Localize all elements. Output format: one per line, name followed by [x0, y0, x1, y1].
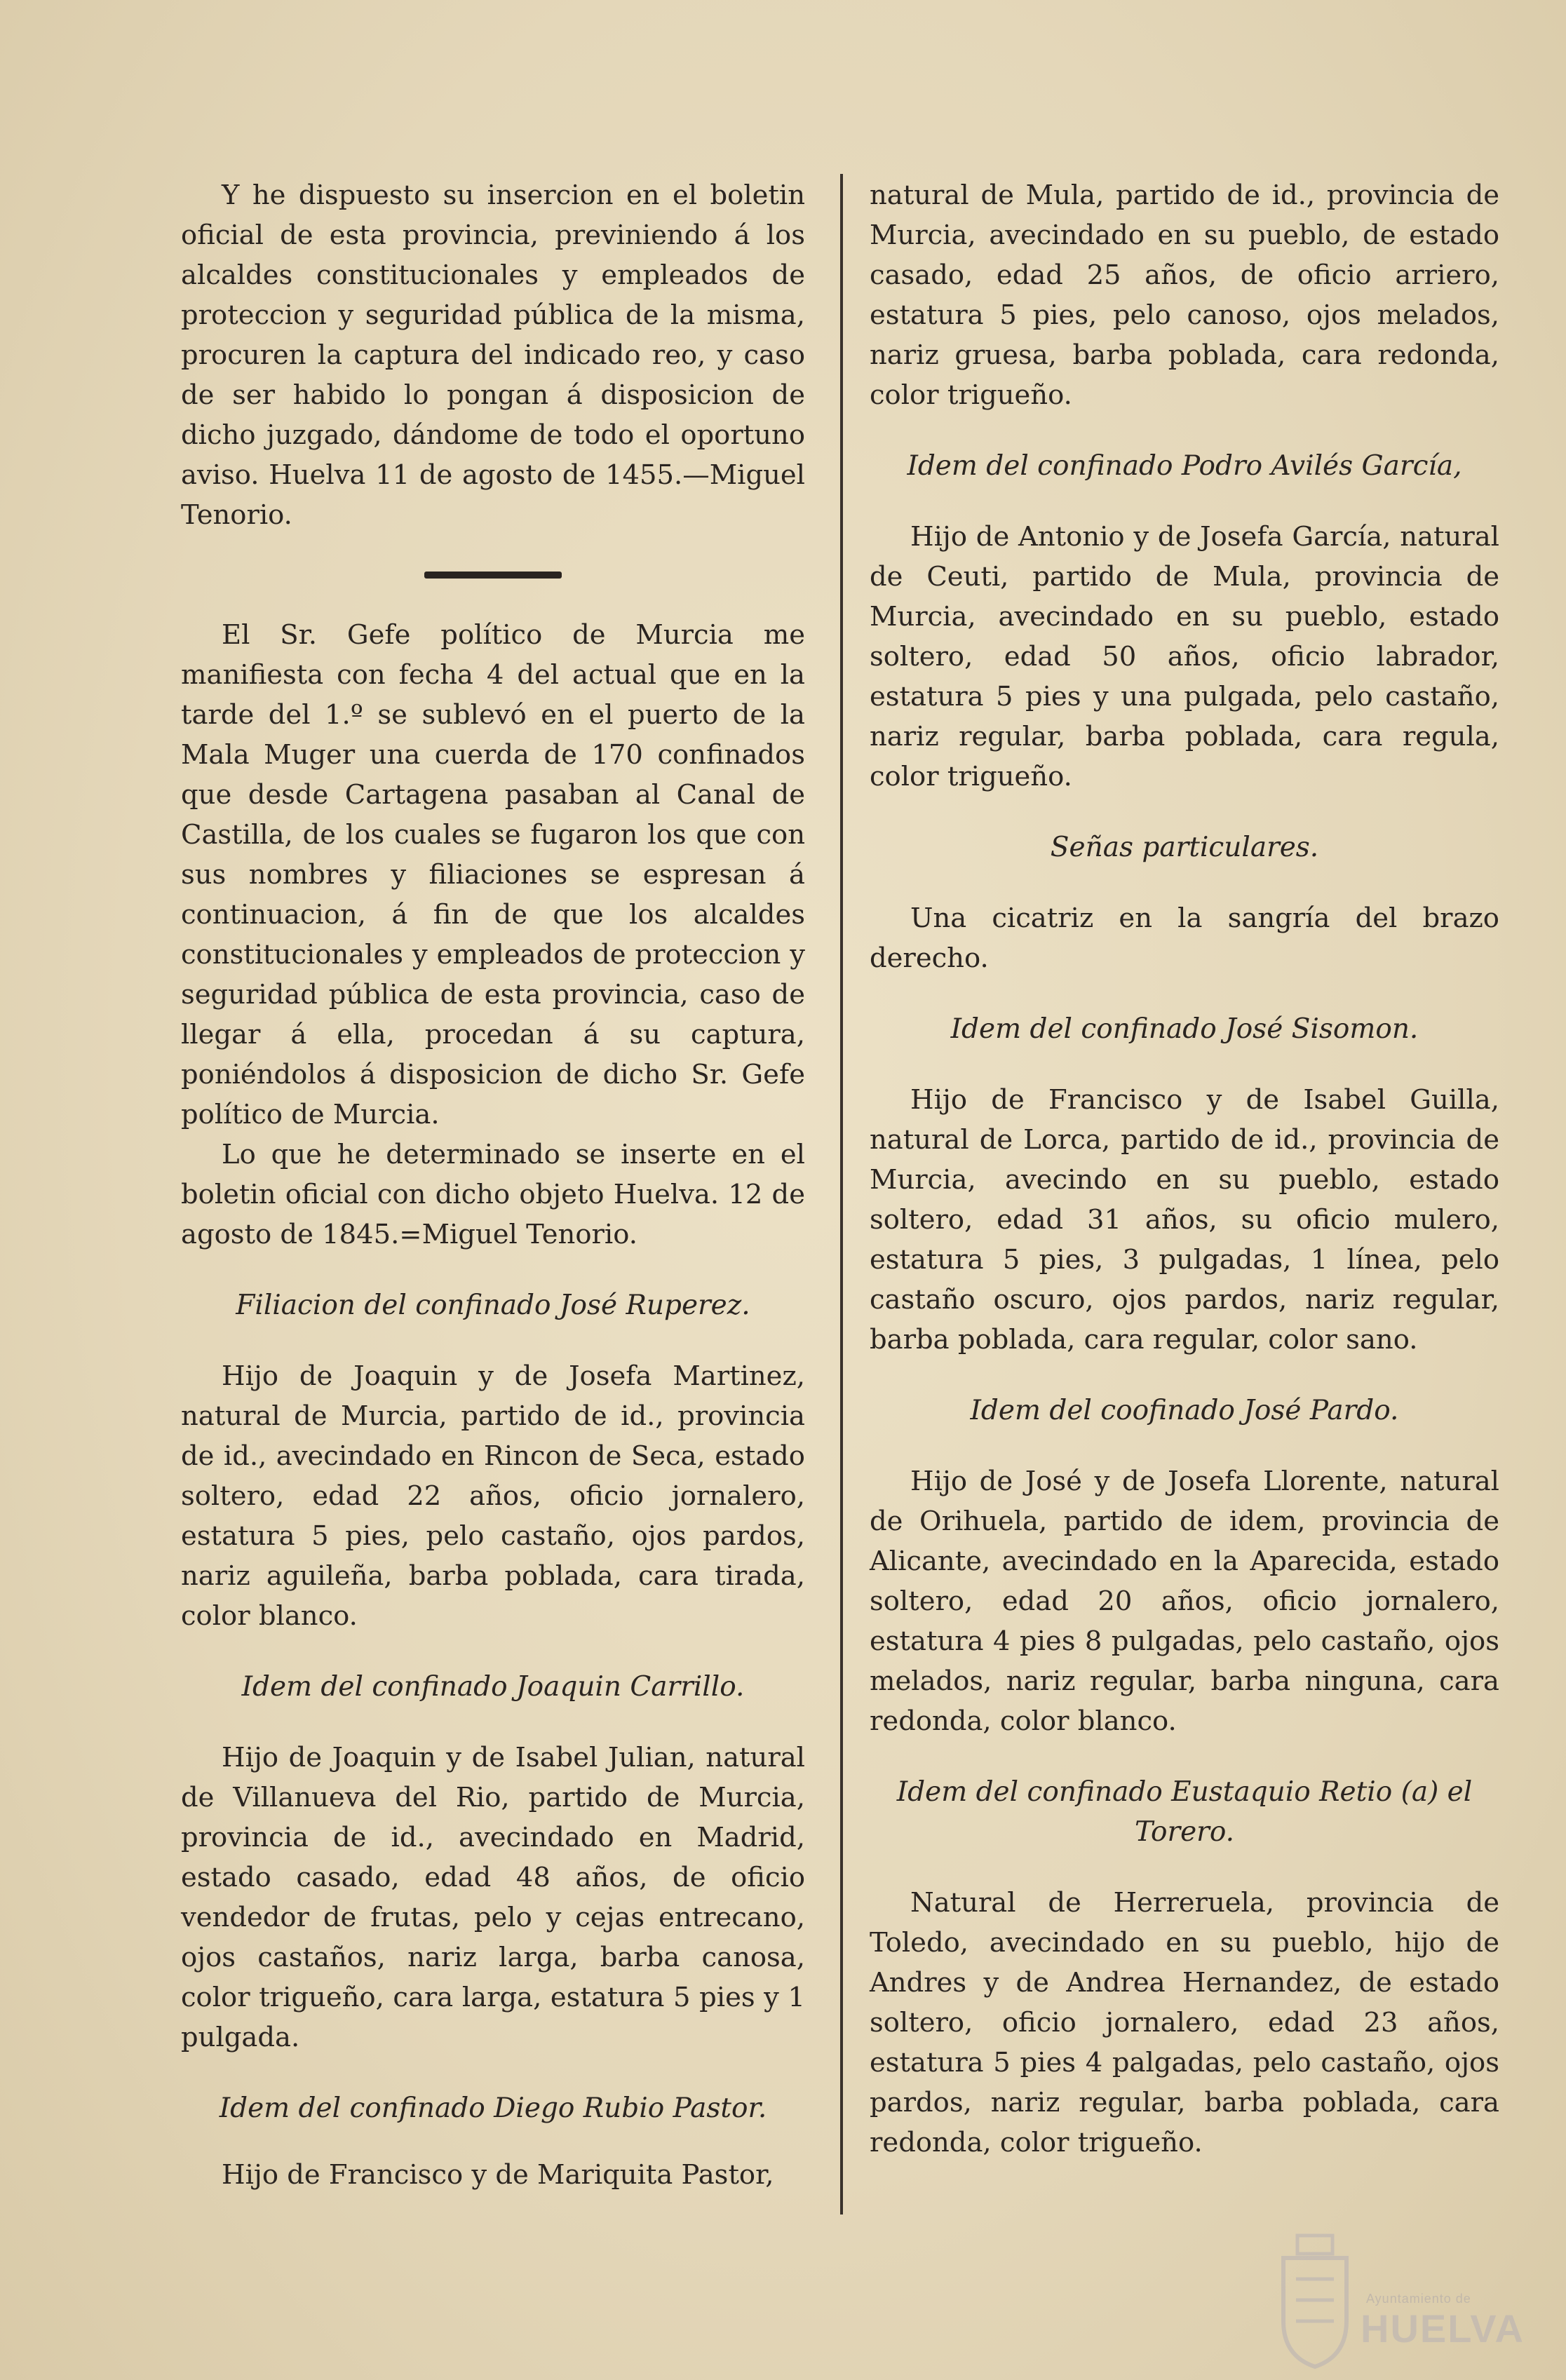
- right-column: [870, 175, 1499, 2163]
- left-column: [181, 175, 805, 2195]
- paragraph: natural de Mula, partido de id., provincia de Murcia, avecindado en su pueblo, de estado casado, edad 25 años, de oficio arriero, estatura 5 pies, pelo canoso, ojos melados, nariz gruesa, barba poblada, cara redonda, color trigueño.: [870, 180, 1499, 411]
- section-heading: Idem del confinado Podro Avilés García,: [907, 450, 1462, 482]
- logo-subtitle: Ayuntamiento de: [1366, 2292, 1471, 2306]
- section-heading: Filiacion del confinado José Ruperez.: [236, 1290, 750, 1321]
- section-divider: [424, 572, 562, 579]
- section-heading: Idem del confinado Diego Rubio Pastor.: [219, 2092, 767, 2124]
- paragraph: Una cicatriz en la sangría del brazo derecho.: [870, 902, 1499, 974]
- section-heading: Idem del confinado José Sisomon.: [950, 1013, 1419, 1045]
- section-heading: Idem del confinado Eustaquio Retio (a) el Torero.: [896, 1776, 1473, 1848]
- paragraph: Natural de Herreruela, provincia de Toledo, avecindado en su pueblo, hijo de Andres y de Andrea Hernandez, de estado soltero, oficio jornalero, edad 23 años, estatura 5 pies 4 palgadas, pelo castaño, ojos pardos, nariz regular, barba poblada, cara redonda, color trigueño.: [870, 1887, 1499, 2158]
- crest-icon: [1276, 2230, 1354, 2370]
- paragraph: Hijo de Francisco y de Isabel Guilla, natural de Lorca, partido de id., provincia de Murcia, avecindo en su pueblo, estado soltero, edad 31 años, su oficio mulero, estatura 5 pies, 3 pulgadas, 1 línea, pelo castaño oscuro, ojos pardos, nariz regular, barba poblada, cara regular, color sano.: [870, 1084, 1499, 1355]
- paragraph: El Sr. Gefe político de Murcia me manifiesta con fecha 4 del actual que en la tarde del 1.º se sublevó en el puerto de la Mala Muger una cuerda de 170 confinados que desde Cartagena pasaban al Canal de Castilla, de los cuales se fugaron los que con sus nombres y filiaciones se espresan á continuacion, á fin de que los alcaldes constitucionales y empleados de proteccion y seguridad pública de esta provincia, caso de llegar á ella, procedan á su captura, poniéndolos á disposicion de dicho Sr. Gefe político de Murcia.: [181, 619, 805, 1130]
- paragraph: Y he dispuesto su insercion en el boletin oficial de esta provincia, previniendo á los alcaldes constitucionales y empleados de proteccion y seguridad pública de la misma, procuren la captura del indicado reo, y caso de ser habido lo pongan á disposicion de dicho juzgado, dándome de todo el oportuno aviso. Huelva 11 de agosto de 1455.—Miguel Tenorio.: [181, 180, 805, 531]
- section-heading: Idem del confinado Joaquin Carrillo.: [241, 1671, 745, 1703]
- logo-name: HUELVA: [1361, 2306, 1525, 2351]
- section-heading: Idem del coofinado José Pardo.: [970, 1395, 1399, 1426]
- paragraph: Hijo de José y de Josefa Llorente, natural de Orihuela, partido de idem, provincia de Alicante, avecindado en la Aparecida, estado soltero, edad 20 años, oficio jornalero, estatura 4 pies 8 pulgadas, pelo castaño, ojos melados, nariz regular, barba ninguna, cara redonda, color blanco.: [870, 1466, 1499, 1737]
- paragraph: Hijo de Joaquin y de Isabel Julian, natural de Villanueva del Rio, partido de Murcia, provincia de id., avecindado en Madrid, estado casado, edad 48 años, de oficio vendedor de frutas, pelo y cejas entrecano, ojos castaños, nariz larga, barba canosa, color trigueño, cara larga, estatura 5 pies y 1 pulgada.: [181, 1742, 805, 2053]
- section-heading: Señas particulares.: [1050, 832, 1319, 863]
- paragraph: Hijo de Joaquin y de Josefa Martinez, natural de Murcia, partido de id., provincia de id., avecindado en Rincon de Seca, estado soltero, edad 22 años, oficio jornalero, estatura 5 pies, pelo castaño, ojos pardos, nariz aguileña, barba poblada, cara tirada, color blanco.: [181, 1360, 805, 1632]
- paragraph: Hijo de Francisco y de Mariquita Pastor,: [222, 2159, 774, 2191]
- column-rule: [840, 174, 843, 2215]
- paragraph: Lo que he determinado se inserte en el boletin oficial con dicho objeto Huelva. 12 de agosto de 1845.=Miguel Tenorio.: [181, 1139, 805, 1250]
- paragraph: Hijo de Antonio y de Josefa García, natural de Ceuti, partido de Mula, provincia de Murcia, avecindado en su pueblo, estado soltero, edad 50 años, oficio labrador, estatura 5 pies y una pulgada, pelo castaño, nariz regular, barba poblada, cara regula, color trigueño.: [870, 521, 1499, 792]
- ayuntamiento-watermark: [1276, 2230, 1536, 2370]
